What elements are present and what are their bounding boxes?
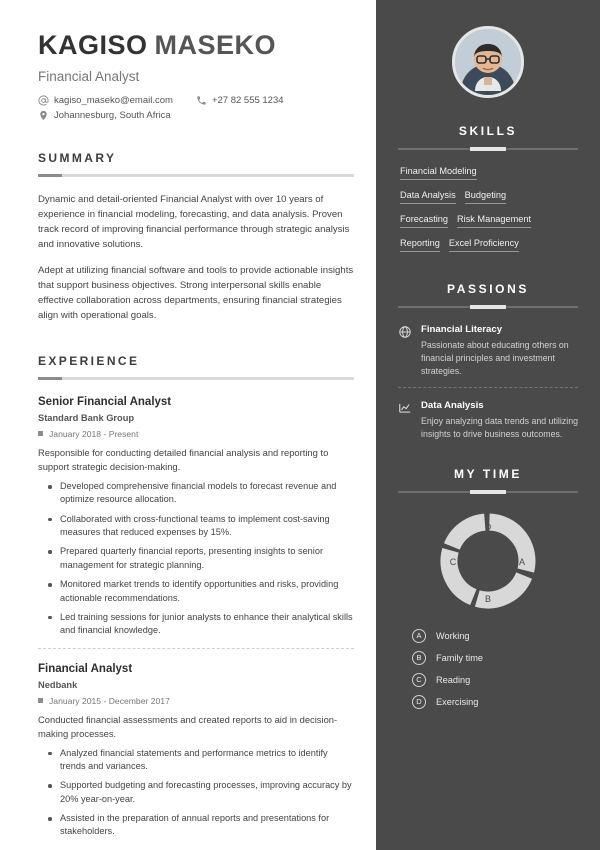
date-marker-icon [38,698,43,703]
skill-row [400,166,576,180]
passions-section-title: PASSIONS [447,282,529,296]
job-date-text: January 2018 - Present [49,428,139,439]
job-bullet: Developed comprehensive financial models to forecast revenue and optimize resource allocation. [38,480,354,507]
donut-label-c: C [449,556,457,567]
contact-row-2 [38,110,354,121]
candidate-name [38,30,354,61]
experience-divider [38,377,354,380]
first-name: KAGISO [38,30,148,60]
skills-divider [398,148,578,150]
mytime-section-title: MY TIME [454,466,522,481]
summary-divider [38,174,354,177]
job-bullet: Analyzed financial statements and performance metrics to identify trends and variances. [38,747,354,774]
passion-title: Financial Literacy [421,324,503,335]
date-marker-icon [38,431,43,436]
legend-label: Exercising [436,696,479,707]
summary-paragraph-1: Dynamic and detail-oriented Financial Analyst with over 10 years of experience in financial modeling, forecasting, and data analysis. Proven track record of improving financial performance through strategic analysis and innovative solutions. [38,194,350,250]
experience-item [38,663,354,839]
skill-item: Financial Modeling [400,166,477,180]
donut-label-d: D [484,521,492,532]
summary-section-title: SUMMARY [38,151,117,165]
passion-item [398,400,578,441]
skill-row [400,238,576,252]
experience-section-title: EXPERIENCE [38,353,140,368]
passion-item [398,324,578,377]
job-bullet: Supported budgeting and forecasting processes, improving accuracy by 20% year-on-year. [38,779,354,806]
job-bullets [38,480,354,637]
sidebar-column [376,0,600,850]
skill-item: Data Analysis [400,190,456,204]
avatar [452,26,524,98]
legend-label: Working [436,630,470,641]
skills-section-title: SKILLS [458,124,518,138]
job-company: Nedbank [38,679,78,690]
contact-row-1 [38,95,354,106]
job-date [38,429,354,439]
mytime-divider [398,491,578,493]
contact-email[interactable] [38,95,173,106]
skill-item: Excel Proficiency [449,238,519,252]
job-role: Financial Analyst [38,662,133,675]
skill-row [400,190,576,204]
legend-item [412,695,564,709]
job-bullet: Led training sessions for junior analysts to enhance their analytical skills and financial knowledge. [38,611,354,638]
job-description: Responsible for conducting detailed financial analysis and reporting to support strategic decision-making. [38,446,329,472]
passion-text: Enjoy analyzing data trends and utilizing insights to drive business outcomes. [421,416,578,439]
legend-item [412,673,564,687]
mytime-donut-chart [398,509,578,613]
job-bullet: Prepared quarterly financial reports, presenting insights to senior management for strategic planning. [38,545,354,572]
passion-text: Passionate about educating others on financial principles and investment strategies. [421,340,569,376]
job-description: Conducted financial assessments and created reports to aid in decision-making processes. [38,713,338,739]
skill-item: Reporting [400,238,440,252]
at-icon [38,95,49,106]
summary-paragraph-2: Adept at utilizing financial software and tools to provide actionable insights that support business objectives. Strong interpersonal skills enable effective collaboration across departments, ensuring financial strategies align with operational goals. [38,265,354,322]
job-bullets [38,747,354,839]
legend-label: Family time [436,652,483,663]
skill-item: Budgeting [465,190,506,204]
chart-line-icon [398,401,412,415]
legend-label: Reading [436,674,471,685]
skill-row [400,214,576,228]
job-role: Senior Financial Analyst [38,395,172,408]
legend-badge: A [412,629,426,643]
legend-badge: B [412,651,426,665]
passion-separator [398,387,578,388]
donut-label-b: B [484,593,492,604]
avatar-container [398,26,578,98]
experience-separator [38,648,354,649]
skill-item: Forecasting [400,214,448,228]
contact-phone[interactable] [196,95,284,106]
phone-text: +27 82 555 1234 [211,95,284,106]
location-text: Johannesburg, South Africa [54,110,171,121]
globe-icon [398,325,412,339]
legend-badge: C [412,673,426,687]
donut-label-a: A [518,556,526,567]
email-text: kagiso_maseko@email.com [54,95,173,106]
passion-title: Data Analysis [421,400,484,412]
last-name: MASEKO [154,30,277,60]
experience-item [38,396,354,638]
contact-location [38,110,171,121]
phone-icon [196,95,207,106]
mytime-legend [398,629,578,709]
job-bullet: Assisted in the preparation of annual reports and presentations for stakeholders. [38,812,354,839]
skill-item: Risk Management [457,214,531,228]
job-date-text: January 2015 - December 2017 [49,695,170,706]
passions-divider [398,306,578,308]
job-bullet: Monitored market trends to identify opportunities and risks, providing actionable recommendations. [38,578,354,605]
job-bullet: Collaborated with cross-functional teams to implement cost-saving measures that reduced expenses by 15%. [38,513,354,540]
candidate-job-title: Financial Analyst [38,69,140,84]
legend-item [412,651,564,665]
legend-badge: D [412,695,426,709]
job-company: Standard Bank Group [38,412,135,423]
legend-item [412,629,564,643]
map-pin-icon [38,110,49,121]
job-date [38,696,354,706]
skills-list [398,166,578,252]
